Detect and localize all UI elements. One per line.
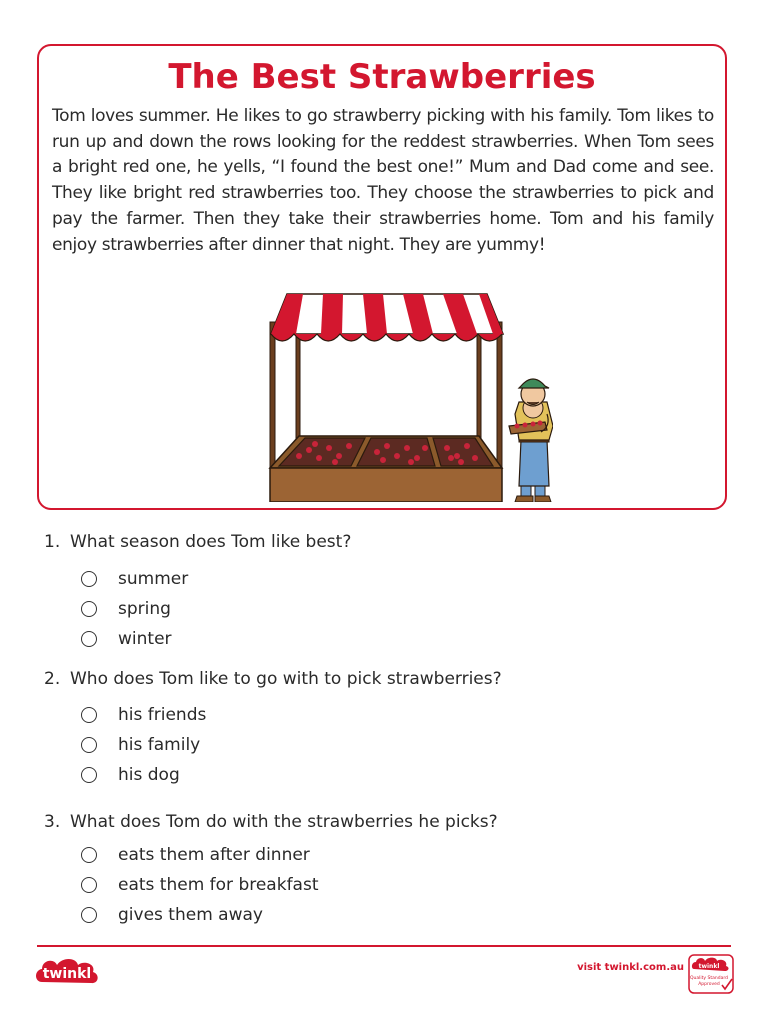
page-title: The Best Strawberries: [168, 57, 596, 97]
quality-standard-badge: [686, 952, 736, 996]
option-q1-c[interactable]: [81, 628, 172, 650]
option-q1-b[interactable]: [81, 598, 171, 620]
option-q2-c[interactable]: [81, 764, 180, 786]
radio-button[interactable]: [81, 707, 97, 723]
option-label: his family: [118, 735, 201, 755]
question-number: 3.: [44, 812, 61, 832]
question-2: [44, 668, 502, 690]
story-text: Tom loves summer. He likes to go strawberry picking with his family. Tom likes to run up and down the rows looking for the reddest strawberries. When Tom sees a bright red one, he yells, “I found the best one!” Mum and Dad come and see. They like bright red strawberries too. They choose the strawberries to pick and pay the farmer. Then they take their strawberries home. Tom and his family enjoy strawberries after dinner that night. They are yummy!: [52, 106, 714, 255]
question-1: [44, 531, 351, 553]
option-q1-a[interactable]: [81, 568, 188, 590]
question-number: 1.: [44, 532, 61, 552]
question-text: What does Tom do with the strawberries he picks?: [70, 812, 498, 832]
radio-button[interactable]: [81, 907, 97, 923]
option-label: eats them for breakfast: [118, 875, 319, 895]
option-q3-a[interactable]: [81, 844, 310, 866]
question-text: What season does Tom like best?: [70, 532, 352, 552]
option-label: winter: [118, 629, 172, 649]
question-3: [44, 811, 498, 833]
story-box: [37, 44, 727, 510]
option-q3-b[interactable]: [81, 874, 319, 896]
footer-divider: [37, 945, 731, 947]
twinkl-logo[interactable]: [32, 954, 102, 988]
option-label: gives them away: [118, 905, 263, 925]
option-label: spring: [118, 599, 171, 619]
option-label: his friends: [118, 705, 207, 725]
badge-brand: twinkl: [698, 963, 720, 970]
radio-button[interactable]: [81, 847, 97, 863]
radio-button[interactable]: [81, 737, 97, 753]
question-text: Who does Tom like to go with to pick strawberries?: [70, 669, 502, 689]
option-label: his dog: [118, 765, 180, 785]
badge-line-1: Quality Standard: [690, 976, 728, 981]
option-label: summer: [118, 569, 189, 589]
logo-text: twinkl: [42, 966, 92, 982]
radio-button[interactable]: [81, 571, 97, 587]
radio-button[interactable]: [81, 877, 97, 893]
question-number: 2.: [44, 669, 61, 689]
badge-line-2: Approved: [698, 982, 720, 987]
radio-button[interactable]: [81, 767, 97, 783]
radio-button[interactable]: [81, 631, 97, 647]
option-q3-c[interactable]: [81, 904, 263, 926]
website-link[interactable]: visit twinkl.com.au: [577, 962, 684, 973]
radio-button[interactable]: [81, 601, 97, 617]
option-q2-b[interactable]: [81, 734, 200, 756]
option-q2-a[interactable]: [81, 704, 206, 726]
option-label: eats them after dinner: [118, 845, 310, 865]
strawberry-stall-illustration: [265, 290, 553, 502]
